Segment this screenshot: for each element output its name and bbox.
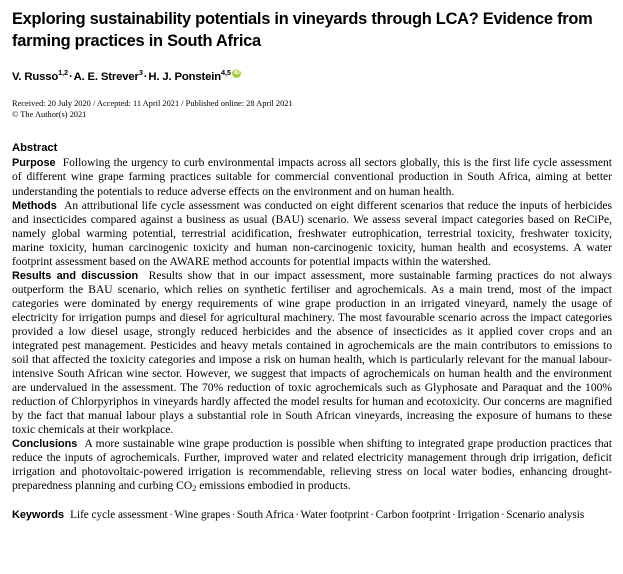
orcid-id-icon[interactable] — [232, 69, 241, 78]
abstract-conclusions-label: Conclusions — [12, 438, 78, 451]
abstract-methods-text: An attributional life cycle assessment was conducted on eight different scenarios that reduce the inputs of herbicides and insecticides compared against a business as usual (BAU) scenario. We assess several impact categories based on ReCiPe, namely global warming potential, terrestrial acidification, freshwater eutrophication, terrestrial toxicity, freshwater toxicity, marine toxicity, human carcinogenic toxicity and human non-carcinogenic toxicity, human health and ecosystems. A water footprint assessment based on the AWARE method accounts for potential impacts within the watershed. — [12, 199, 612, 268]
author-entry — [73, 68, 143, 83]
keywords-label: Keywords — [12, 508, 65, 521]
keyword-item[interactable]: Wine grapes — [174, 508, 231, 521]
keyword-separator: · — [370, 508, 375, 521]
abstract-purpose — [12, 156, 614, 198]
abstract-heading: Abstract — [12, 142, 58, 155]
author-separator: · — [68, 71, 73, 83]
keyword-item[interactable]: Life cycle assessment — [70, 508, 168, 521]
author-affiliation-marker: 1,2 — [58, 68, 68, 78]
author-name: A. E. Strever — [73, 71, 139, 83]
publication-dates — [12, 98, 614, 120]
keyword-item[interactable]: South Africa — [236, 508, 294, 521]
page-title: Exploring sustainability potentials in vineyards through LCA? Evidence from farming practices in South Africa — [12, 10, 593, 50]
keyword-list — [70, 509, 584, 521]
abstract-section — [12, 141, 614, 493]
abstract-conclusions-text-after: emissions embodied in products. — [196, 480, 351, 493]
keyword-separator: · — [295, 508, 300, 521]
copyright-line: © The Author(s) 2021 — [12, 110, 87, 120]
abstract-purpose-text: Following the urgency to curb environmental impacts across all sectors globally, this is the first life cycle assessment of different wine grape farming practices suitable for commercial conventional production in South Africa, aiming at better understanding the potentials to reduce adverse effects on the environment and on human health. — [12, 157, 612, 198]
author-name: H. J. Ponstein — [148, 71, 222, 83]
author-list — [12, 69, 614, 84]
keyword-item[interactable]: Carbon footprint — [375, 508, 451, 521]
keyword-item[interactable]: Scenario analysis — [506, 508, 585, 521]
keyword-separator: · — [452, 508, 456, 521]
abstract-conclusions — [12, 437, 614, 493]
keyword-separator: · — [231, 508, 236, 521]
abstract-methods — [12, 199, 614, 269]
keywords-section — [12, 508, 614, 522]
author-entry — [12, 68, 68, 83]
keyword-item[interactable]: Irrigation — [457, 508, 500, 521]
author-affiliation-marker: 3 — [138, 68, 143, 78]
author-affiliation-marker: 4,5 — [221, 68, 231, 78]
author-entry — [148, 68, 241, 83]
author-name: V. Russo — [12, 71, 59, 83]
author-separator: · — [143, 71, 148, 83]
keyword-item[interactable]: Water footprint — [300, 508, 369, 521]
abstract-results-label: Results and discussion — [12, 269, 139, 282]
abstract-methods-label: Methods — [12, 199, 57, 212]
co2-subscript: 2 — [192, 484, 197, 494]
abstract-purpose-label: Purpose — [12, 157, 56, 170]
keyword-separator: · — [501, 508, 505, 521]
abstract-results-discussion — [12, 269, 614, 438]
abstract-results-text: Results show that in our impact assessment, more sustainable farming practices do not always outperform the BAU scenario, which relies on synthetic fertiliser and agrochemicals. As a main trend, most of the impact categories were dominated by energy requirements of wine grape production in an irrigated vineyard, namely the usage of electricity for irrigation pumps and diesel for agricultural machinery. The most favourable scenario across the impact categories provided a low diesel usage, strongly reduced herbicides and the absence of insecticides as it applied cover crops and an integrated pest management. Pesticides and heavy metals contained in agrochemicals are the main contributors to emissions to soil that affected the toxicity categories and impose a risk on human health, which is particularly relevant for the manual labour-intensive South African wine sector. However, we suggest that impacts of agrochemicals on human health and the environment are undervalued in the assessment. The 70% reduction of toxic agrochemicals such as Glyphosate and Paraquat and the 100% reduction of Chlorpyriphos in vineyards hardly affected the model results for human and ecotoxicity. Our concerns are magnified by the fact that manual labour plays a substantial role in South African vineyards, increasing the exposure of humans to these toxic chemicals at their workplace. — [12, 269, 612, 437]
abstract-conclusions-text-before: A more sustainable wine grape production is possible when shifting to integrated grape production practices that reduce the inputs of agrochemicals. Further, improved water and related electricity management through drip irrigation, deficit irrigation and photovoltaic-powered irrigation is recommendable, relieving stress on local water bodies, enhancing drought-preparedness planning and curbing CO — [12, 438, 612, 493]
received-accepted-published-line: Received: 20 July 2020 / Accepted: 11 April 2021 / Published online: 28 April 2021 — [12, 99, 293, 108]
keyword-separator: · — [169, 508, 173, 521]
